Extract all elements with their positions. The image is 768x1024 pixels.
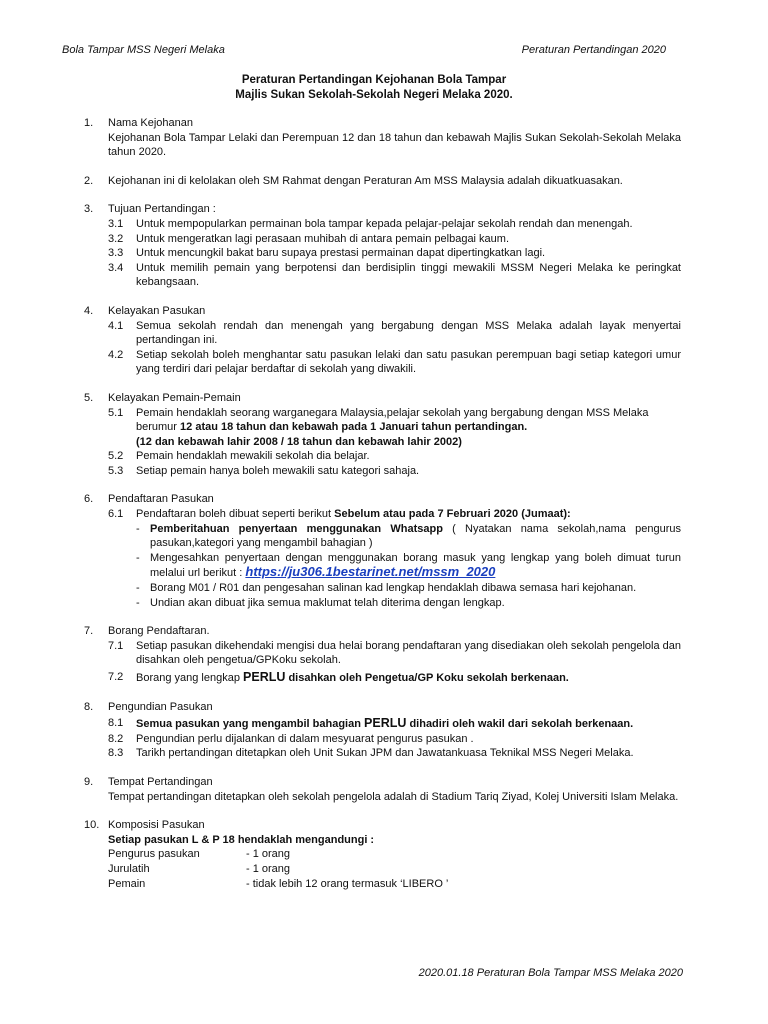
item-text: Setiap sekolah boleh menghantar satu pasukan lelaki dan satu pasukan perempuan bagi setiap kategori umur yang terdiri dari pelajar berdaftar di sekolah yang diwakili. (136, 348, 681, 376)
item-text (136, 670, 681, 686)
section-heading: Pengundian Pasukan (108, 700, 213, 713)
section-number: 8. (84, 700, 94, 713)
list-item (108, 217, 681, 232)
item-number: 3.3 (108, 247, 124, 260)
item-text: Untuk mengeratkan lagi perasaan muhibah di antara pemain pelbagai kaum. (136, 232, 510, 245)
item-text: Setiap pasukan dikehendaki mengisi dua helai borang pendaftaran yang disediakan oleh sekolah pengelola dan disahkan oleh pengetua/GPKoku sekolah. (136, 639, 681, 667)
item-text-plain: Borang yang lengkap (136, 672, 244, 684)
item-text (136, 406, 681, 450)
birth-year-note: (12 dan kebawah lahir 2008 / 18 tahun dan kebawah lahir 2002) (136, 435, 462, 448)
role-label: Pengurus pasukan (108, 848, 200, 861)
role-label: Pemain (108, 877, 146, 890)
item-number: 4.1 (108, 319, 124, 332)
section-heading: Tujuan Pertandingan : (108, 203, 216, 216)
section-number: 10. (84, 819, 100, 832)
list-item (108, 348, 681, 377)
section-3 (0, 202, 768, 290)
section-text: Kejohanan ini di kelolakan oleh SM Rahmat dengan Peraturan Am MSS Malaysia adalah dikuatkuasakan. (108, 174, 623, 187)
role-label: Jurulatih (108, 862, 150, 875)
bullet-item (136, 522, 681, 551)
section-heading: Pendaftaran Pasukan (108, 493, 214, 506)
role-count: - 1 orang (246, 848, 291, 861)
section-9 (0, 775, 768, 804)
list-item (108, 464, 681, 479)
section-heading: Nama Kejohanan (108, 117, 194, 129)
item-text: Untuk memilih pemain yang berpotensi dan berdisiplin tinggi mewakili MSSM Negeri Melaka ke peringkat kebangsaan. (136, 261, 681, 289)
header-right: Peraturan Pertandingan 2020 (521, 44, 666, 56)
section-heading: Tempat Pertandingan (108, 775, 213, 788)
composition-row (108, 877, 768, 892)
section-7 (0, 624, 768, 685)
section-number: 5. (84, 391, 94, 404)
section-number: 4. (84, 304, 94, 317)
section-10 (0, 818, 768, 891)
item-number: 8.2 (108, 732, 124, 745)
bullet-text-plain: Mengesahkan penyertaan dengan menggunakan borang masuk yang lengkap yang boleh dimuat turun melalui url berikut : (150, 551, 681, 580)
section-1 (0, 116, 768, 160)
bullet-text (150, 522, 681, 551)
composition-row (108, 847, 768, 862)
list-item (108, 319, 681, 348)
registration-deadline: Sebelum atau pada 7 Februari 2020 (Jumaat): (334, 508, 571, 521)
bullet-item (136, 551, 681, 581)
item-text-bold: Semua pasukan yang mengambil bahagian (136, 718, 365, 731)
list-item (108, 639, 681, 668)
bullet-marker: - (136, 551, 140, 564)
bullet-marker: - (136, 582, 140, 595)
item-text-bold: 12 atau 18 tahun dan kebawah pada 1 Januari tahun pertandingan. (180, 421, 528, 434)
bullet-marker: - (136, 522, 140, 535)
composition-intro: Setiap pasukan L & P 18 hendaklah mengandungi : (108, 833, 375, 846)
list-item (108, 716, 681, 732)
list-item (108, 232, 681, 247)
item-text-bold: disahkan oleh Pengetua/GP Koku sekolah berkenaan. (285, 672, 569, 684)
item-number: 3.2 (108, 232, 124, 245)
section-6 (0, 492, 768, 610)
emphasis-perlu: PERLU (243, 670, 286, 684)
bullet-text: Undian akan dibuat jika semua maklumat telah diterima dengan lengkap. (150, 596, 505, 609)
bullet-text: Borang M01 / R01 dan pengesahan salinan kad lengkap hendaklah dibawa semasa hari kejohanan. (150, 582, 637, 595)
list-item (108, 449, 681, 464)
bullet-text (150, 551, 681, 581)
section-5 (0, 391, 768, 479)
item-text: Pengundian perlu dijalankan di dalam mesyuarat pengurus pasukan . (136, 732, 474, 745)
item-number: 5.1 (108, 406, 124, 419)
bullet-text-plain: ( Nyatakan nama sekolah,nama pengurus pasukan,kategori yang mengambil bahagian ) (150, 522, 681, 550)
section-number: 7. (84, 625, 94, 638)
composition-row (108, 862, 768, 877)
section-heading: Komposisi Pasukan (108, 819, 205, 832)
list-item (108, 732, 681, 747)
section-number: 3. (84, 203, 94, 216)
item-text-plain: Pemain hendaklah seorang warganegara Malaysia,pelajar sekolah yang bergabung dengan MSS Melaka berumur (136, 406, 649, 434)
list-item (108, 246, 681, 261)
list-item (108, 406, 681, 450)
document-body (0, 116, 768, 905)
section-number: 6. (84, 493, 94, 506)
role-count: - tidak lebih 12 orang termasuk ‘LIBERO ’ (246, 877, 449, 890)
doc-title-line-2: Majlis Sukan Sekolah-Sekolah Negeri Melaka 2020. (235, 89, 513, 101)
item-text: Pemain hendaklah mewakili sekolah dia belajar. (136, 450, 370, 463)
emphasis-perlu: PERLU (364, 716, 407, 731)
page-footer: 2020.01.18 Peraturan Bola Tampar MSS Melaka 2020 (418, 967, 683, 979)
item-number: 7.2 (108, 671, 124, 683)
item-text: Setiap pemain hanya boleh mewakili satu kategori sahaja. (136, 464, 420, 477)
section-heading: Kelayakan Pemain-Pemain (108, 391, 241, 404)
section-heading: Kelayakan Pasukan (108, 304, 206, 317)
section-heading: Borang Pendaftaran. (108, 625, 210, 638)
item-number: 6.1 (108, 508, 124, 521)
item-text (136, 716, 681, 732)
item-text-bold: dihadiri oleh wakil dari sekolah berkenaan. (406, 718, 634, 731)
list-item (108, 261, 681, 290)
item-text: Tarikh pertandingan ditetapkan oleh Unit Sukan JPM dan Jawatankuasa Teknikal MSS Negeri Melaka. (136, 747, 634, 760)
section-text: Tempat pertandingan ditetapkan oleh sekolah pengelola adalah di Stadium Tariq Ziyad, Kolej Universiti Islam Melaka. (108, 790, 679, 803)
section-8 (0, 700, 768, 761)
bullet-marker: - (136, 596, 140, 609)
section-2 (0, 174, 768, 189)
role-count: - 1 orang (246, 862, 291, 875)
item-number: 3.4 (108, 261, 124, 274)
item-number: 5.3 (108, 464, 124, 477)
bullet-item (136, 581, 681, 596)
item-number: 3.1 (108, 217, 124, 230)
list-item (108, 746, 681, 761)
item-text: Semua sekolah rendah dan menengah yang bergabung dengan MSS Melaka adalah layak menyertai pertandingan ini. (136, 319, 681, 347)
bullet-item (136, 596, 681, 611)
section-4 (0, 304, 768, 377)
bullet-text-bold: Pemberitahuan penyertaan menggunakan Whatsapp (150, 522, 443, 535)
item-number: 8.1 (108, 717, 124, 730)
list-item (108, 507, 681, 522)
section-text: Kejohanan Bola Tampar Lelaki dan Perempuan 12 dan 18 tahun dan kebawah Majlis Sukan Sekolah-Sekolah Melaka tahun 2020. (108, 131, 681, 159)
item-number: 8.3 (108, 747, 124, 760)
item-number: 5.2 (108, 450, 124, 463)
item-number: 7.1 (108, 639, 124, 652)
item-text-plain: Pendaftaran boleh dibuat seperti berikut (136, 508, 335, 521)
item-text: Untuk mencungkil bakat baru supaya prestasi permainan dapat dipertingkatkan lagi. (136, 247, 546, 260)
section-number: 1. (84, 117, 94, 129)
doc-title-line-1: Peraturan Pertandingan Kejohanan Bola Tampar (241, 74, 507, 86)
section-number: 2. (84, 174, 94, 187)
item-number: 4.2 (108, 348, 124, 361)
header-left: Bola Tampar MSS Negeri Melaka (62, 44, 225, 56)
item-text: Untuk mempopularkan permainan bola tampar kepada pelajar-pelajar sekolah rendah dan menengah. (136, 217, 633, 230)
registration-url-link[interactable]: https://ju306.1bestarinet.net/mssm_2020 (245, 564, 496, 580)
item-text (136, 507, 681, 522)
section-number: 9. (84, 775, 94, 788)
list-item (108, 670, 681, 686)
